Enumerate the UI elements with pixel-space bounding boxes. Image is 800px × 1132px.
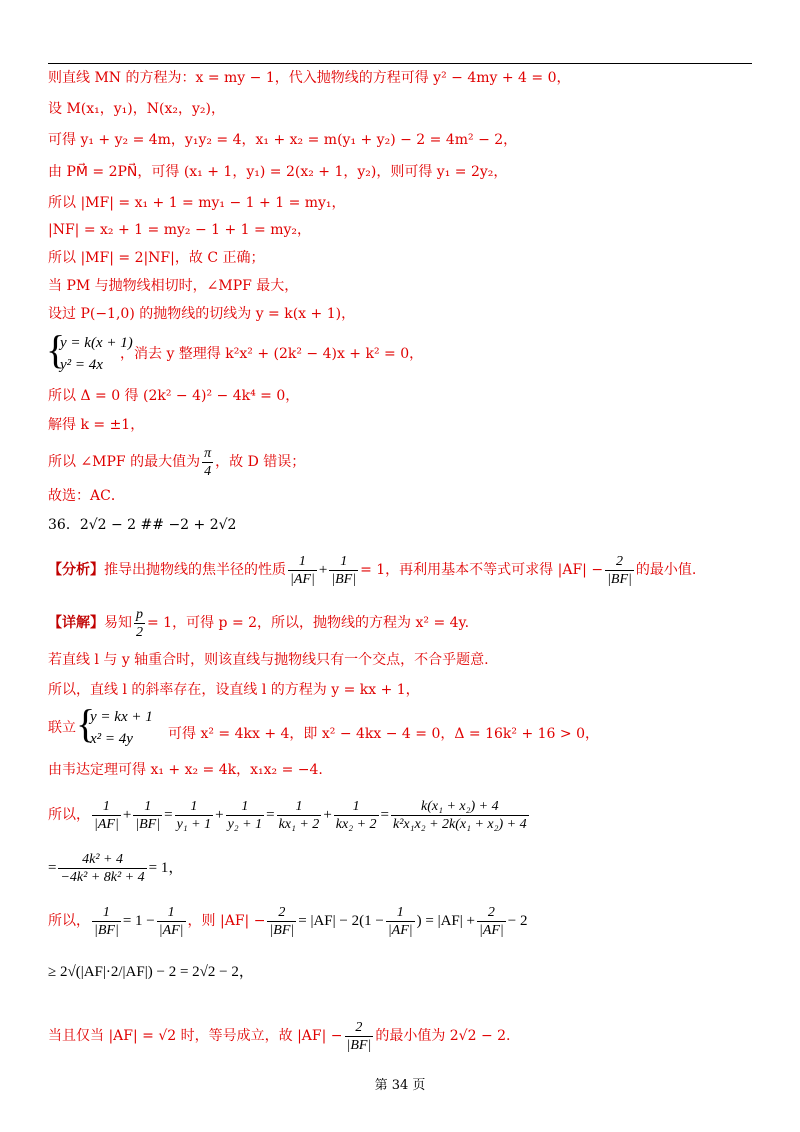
fraction-numerator: 4k² + 4 (58, 851, 146, 869)
fraction-denominator: |BF| (346, 1037, 372, 1053)
analysis-text-a: 推导出抛物线的焦半径的性质 (104, 562, 286, 578)
fraction-numerator: 1 (133, 798, 162, 816)
fraction-1-over-af (157, 904, 186, 939)
line-23 (48, 843, 183, 893)
fraction-numerator: 1 (329, 553, 358, 571)
line-13-a: 所以 ∠MPF 的最大值为 (48, 454, 201, 470)
fraction-2-over-bf (345, 1019, 374, 1054)
system2-eq2: x² = 4y (90, 731, 133, 747)
line-20-label: 联立 (48, 720, 76, 736)
equals-sign: = (164, 807, 173, 823)
header-rule (48, 63, 752, 64)
fraction-pi-over-4 (202, 445, 213, 480)
line-12: 解得 k = ±1， (48, 417, 145, 433)
fraction-denominator: |AF| (290, 571, 315, 587)
fraction-denominator: y₁ + 1 (176, 816, 212, 832)
fraction-numerator: 1 (226, 798, 265, 816)
fraction-numerator: 1 (157, 904, 186, 922)
fraction-numerator: 1 (288, 553, 317, 571)
fraction-numerator: 2 (477, 904, 506, 922)
line-26 (48, 1014, 511, 1058)
fraction-denominator: |AF| (158, 922, 184, 938)
line-22 (48, 790, 531, 840)
line-2: 设 M(x₁，y₁)，N(x₂，y₂)， (48, 101, 225, 117)
fraction-denominator: 2 (136, 624, 143, 640)
line-26-b: 的最小值为 2√2 − 2. (375, 1028, 511, 1044)
line-20: 可得 x² = 4kx + 4，即 x² − 4kx − 4 = 0，Δ = 16k² + 16 > 0， (168, 726, 599, 742)
line-19: 所以，直线 l 的斜率存在，设直线 l 的方程为 y = kx + 1， (48, 682, 420, 698)
fraction-denominator: |AF| (94, 816, 119, 832)
fraction-numerator: 1 (334, 798, 379, 816)
line-24 (48, 896, 528, 946)
detail-text-a: 易知 (104, 615, 132, 631)
equals-sign: = (266, 807, 275, 823)
fraction-numerator: 1 (175, 798, 214, 816)
system-brace-2: { (76, 701, 96, 746)
line-14: 故选：AC． (48, 488, 125, 504)
system2-eq1: y = kx + 1 (90, 709, 153, 725)
analysis-text-b: = 1，再利用基本不等式可求得 |AF| − (360, 562, 604, 578)
fraction-numerator: 2 (345, 1019, 374, 1037)
fraction-numerator: p (136, 606, 143, 622)
plus-sign: + (323, 807, 332, 823)
fraction-p-over-2 (134, 606, 145, 641)
fraction-denominator: |AF| (387, 922, 413, 938)
detail-text-b: = 1，可得 p = 2，所以，抛物线的方程为 x² = 4y. (147, 615, 470, 631)
fraction-y2 (226, 798, 265, 833)
fraction-numerator: k(x₁ + x₂) + 4 (391, 798, 529, 816)
line-13-b: ，故 D 错误； (215, 454, 306, 470)
fraction-denominator: |BF| (331, 571, 357, 587)
system-eq1: y = k(x + 1) (60, 335, 133, 351)
question-36-answer: 36．2√2 − 2 ## −2 + 2√2 (48, 517, 237, 533)
plus-sign: + (215, 807, 224, 823)
fraction-1-over-af (92, 798, 121, 833)
line-23-eq: = (48, 860, 57, 876)
system-eq2: y² = 4x (60, 357, 103, 373)
fraction-denominator: |BF| (269, 922, 295, 938)
fraction-denominator: |BF| (135, 816, 161, 832)
fraction-big (391, 798, 529, 833)
line-24-f: − 2 (507, 913, 528, 929)
fraction-numerator: 1 (277, 798, 322, 816)
detail-line (48, 603, 469, 643)
fraction-denominator: |BF| (94, 922, 119, 938)
line-21: 由韦达定理可得 x₁ + x₂ = 4k，x₁x₂ = −4. (48, 762, 323, 778)
fraction-denominator: −4k² + 8k² + 4 (60, 869, 145, 885)
fraction-2-over-bf (267, 904, 296, 939)
fraction-denominator: 4 (204, 463, 212, 479)
fraction-numerator: 1 (386, 904, 415, 922)
line-25: ≥ 2√(|AF|·2/|AF|) − 2 = 2√2 − 2， (48, 964, 254, 980)
line-5: 所以 |MF| = x₁ + 1 = my₁ − 1 + 1 = my₁， (48, 195, 346, 211)
line-24-e: ) = |AF| + (416, 913, 475, 929)
fraction-1-over-bf (92, 904, 121, 939)
line-23-end: = 1， (148, 860, 184, 876)
fraction-denominator: kx₁ + 2 (278, 816, 320, 832)
line-10: ，消去 y 整理得 k²x² + (2k² − 4)x + k² = 0， (120, 346, 424, 362)
fraction-denominator: |AF| (478, 922, 504, 938)
line-8: 当 PM 与抛物线相切时，∠MPF 最大， (48, 278, 299, 294)
fraction-kx2 (334, 798, 379, 833)
fraction-kx1 (277, 798, 322, 833)
line-18: 若直线 l 与 y 轴重合时，则该直线与抛物线只有一个交点，不合乎题意. (48, 652, 489, 668)
line-9: 设过 P(−1,0) 的抛物线的切线为 y = k(x + 1)， (48, 306, 356, 322)
line-4: 由 PM⃗ = 2PN⃗，可得 (x₁ + 1，y₁) = 2(x₂ + 1，y₂)，则可得 y₁ = 2y₂， (48, 164, 508, 180)
analysis-tag: 【分析】 (48, 562, 104, 578)
line-11: 所以 Δ = 0 得 (2k² − 4)² − 4k⁴ = 0， (48, 388, 300, 404)
equals-sign: = (380, 807, 389, 823)
line-24-b: = 1 − (122, 913, 155, 929)
fraction-numerator: 1 (92, 798, 121, 816)
system-brace: { (46, 327, 66, 372)
analysis-line (48, 550, 696, 590)
line-24-d: = |AF| − 2(1 − (298, 913, 384, 929)
fraction-2-over-af (477, 904, 506, 939)
analysis-text-c: 的最小值. (635, 562, 697, 578)
fraction-numerator: 2 (267, 904, 296, 922)
line-7: 所以 |MF| = 2|NF|，故 C 正确； (48, 250, 265, 266)
fraction-denominator: kx₂ + 2 (335, 816, 377, 832)
line-26-a: 当且仅当 |AF| = √2 时，等号成立，故 |AF| − (48, 1028, 343, 1044)
fraction-result (58, 851, 146, 886)
plus-sign: + (122, 807, 132, 823)
plus-sign: + (318, 562, 328, 578)
line-13 (48, 444, 305, 480)
fraction-1-over-bf (329, 553, 358, 588)
fraction-1-over-bf (133, 798, 162, 833)
line-3: 可得 y₁ + y₂ = 4m，y₁y₂ = 4，x₁ + x₂ = m(y₁ + y₂) − 2 = 4m² − 2， (48, 132, 518, 148)
fraction-y1 (175, 798, 214, 833)
fraction-1-over-af (386, 904, 415, 939)
fraction-1-over-af (288, 553, 317, 588)
page-number: 第 34 页 (374, 1078, 426, 1093)
line-24-c: ，则 |AF| − (187, 913, 266, 929)
line-24-label: 所以， (48, 913, 90, 929)
fraction-numerator: 1 (92, 904, 121, 922)
fraction-2-over-bf (605, 553, 634, 588)
line-6: |NF| = x₂ + 1 = my₂ − 1 + 1 = my₂， (48, 222, 312, 238)
fraction-numerator: π (204, 445, 212, 461)
line-1: 则直线 MN 的方程为：x = my − 1，代入抛物线的方程可得 y² − 4my + 4 = 0， (48, 70, 571, 86)
detail-tag: 【详解】 (48, 615, 104, 631)
fraction-denominator: k²x₁x₂ + 2k(x₁ + x₂) + 4 (393, 816, 527, 832)
line-22-label: 所以， (48, 807, 90, 823)
fraction-denominator: y₂ + 1 (227, 816, 263, 832)
fraction-numerator: 2 (605, 553, 634, 571)
fraction-denominator: |BF| (607, 571, 632, 587)
